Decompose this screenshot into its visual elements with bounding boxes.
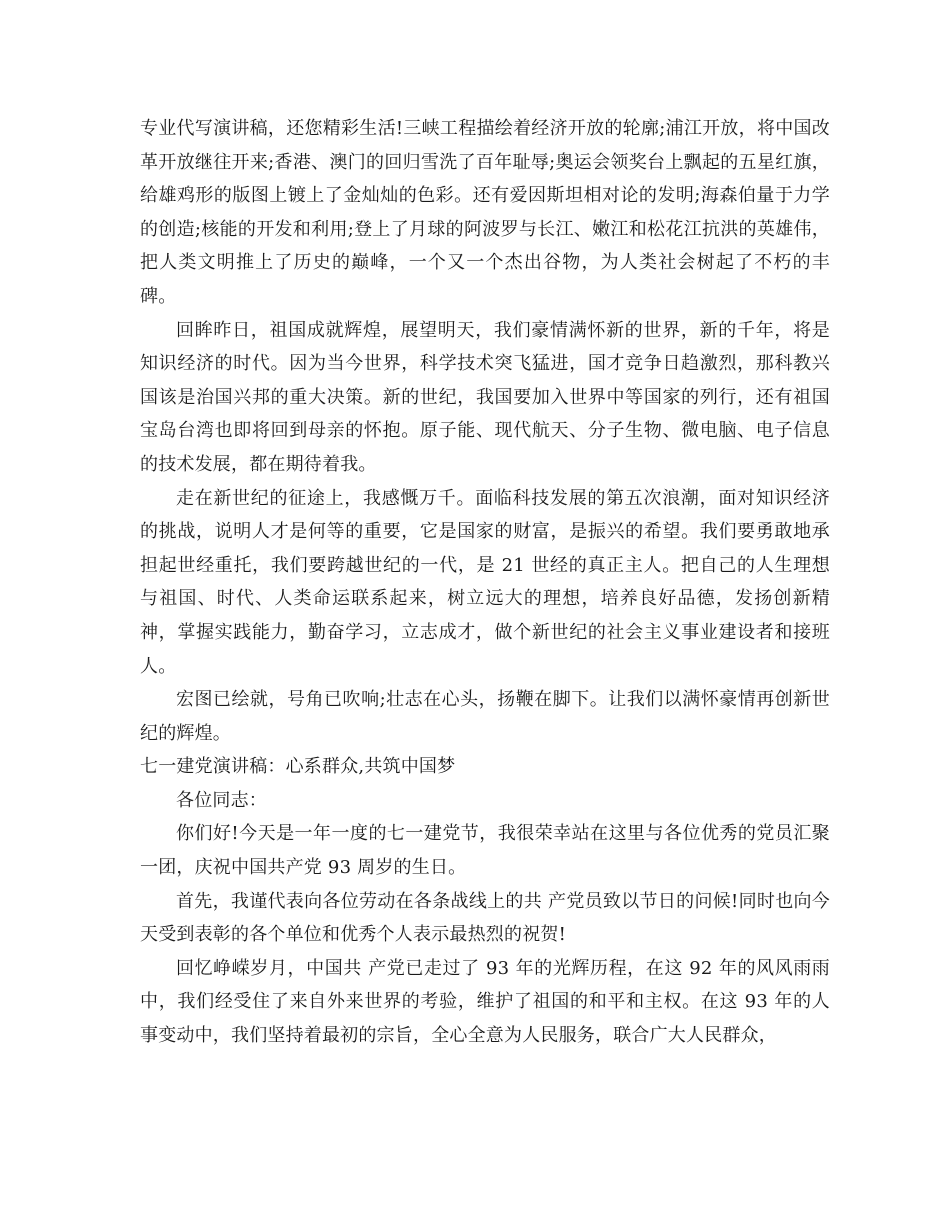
paragraph-salutation: 各位同志：	[176, 789, 267, 811]
paragraph-intro: 专业代写演讲稿，还您精彩生活!三峡工程描绘着经济开放的轮廓;浦江开放，将中国改革开放继往开来;香港、澳门的回归雪洗了百年耻辱;奥运会领奖台上飘起的五星红旗，给雄鸡形的版图上镀上了金灿灿的色彩。还有爱因斯坦相对论的发明;海森伯量于力学的创造;核能的开发和利用;登上了月球的阿波罗与长江、嫩江和松花江抗洪的英雄伟，把人类文明推上了历史的巅峰，一个又一个杰出谷物，为人类社会树起了不朽的丰碑。	[140, 118, 830, 307]
paragraph-look-back: 回眸昨日，祖国成就辉煌，展望明天，我们豪情满怀新的世界，新的千年，将是知识经济的时代。因为当今世界，科学技术突飞猛进，国才竞争日趋激烈，那科教兴国该是治国兴邦的重大决策。新的世纪，我国要加入世界中等国家的列行，还有祖国宝岛台湾也即将回到母亲的怀抱。原子能、现代航天、分子生物、微电脑、电子信息的技术发展，都在期待着我。	[140, 319, 830, 475]
paragraph-new-century: 走在新世纪的征途上，我感慨万千。面临科技发展的第五次浪潮，面对知识经济的挑战，说明人才是何等的重要，它是国家的财富，是振兴的希望。我们要勇敢地承担起世经重托，我们要跨越世纪的一代，是 21 世经的真正主人。把自己的人生理想与祖国、时代、人类命运联系起来，树立远大的理想，培养良好品德，发扬创新精神，掌握实践能力，勤奋学习，立志成才，做个新世纪的社会主义事业建设者和接班人。	[140, 487, 830, 677]
paragraph-blueprint: 宏图已绘就，号角已吹响;壮志在心头，扬鞭在脚下。让我们以满怀豪情再创新世纪的辉煌。	[140, 689, 830, 744]
document-body	[140, 112, 830, 1053]
paragraph-regards: 首先，我谨代表向各位劳动在各条战线上的共 产党员致以节日的问候!同时也向今天受到表彰的各个单位和优秀个人表示最热烈的祝贺!	[140, 890, 830, 946]
paragraph-greeting: 你们好!今天是一年一度的七一建党节，我很荣幸站在这里与各位优秀的党员汇聚一团，庆祝中国共产党 93 周岁的生日。	[140, 823, 830, 879]
speech-heading: 七一建党演讲稿：心系群众,共筑中国梦	[140, 756, 456, 778]
paragraph-history: 回忆峥嵘岁月，中国共 产党已走过了 93 年的光辉历程，在这 92 年的风风雨雨中，我们经受住了来自外来世界的考验，维护了祖国的和平和主权。在这 93 年的人事变动中，我们坚持着最初的宗旨，全心全意为人民服务，联合广大人民群众，	[140, 957, 830, 1047]
